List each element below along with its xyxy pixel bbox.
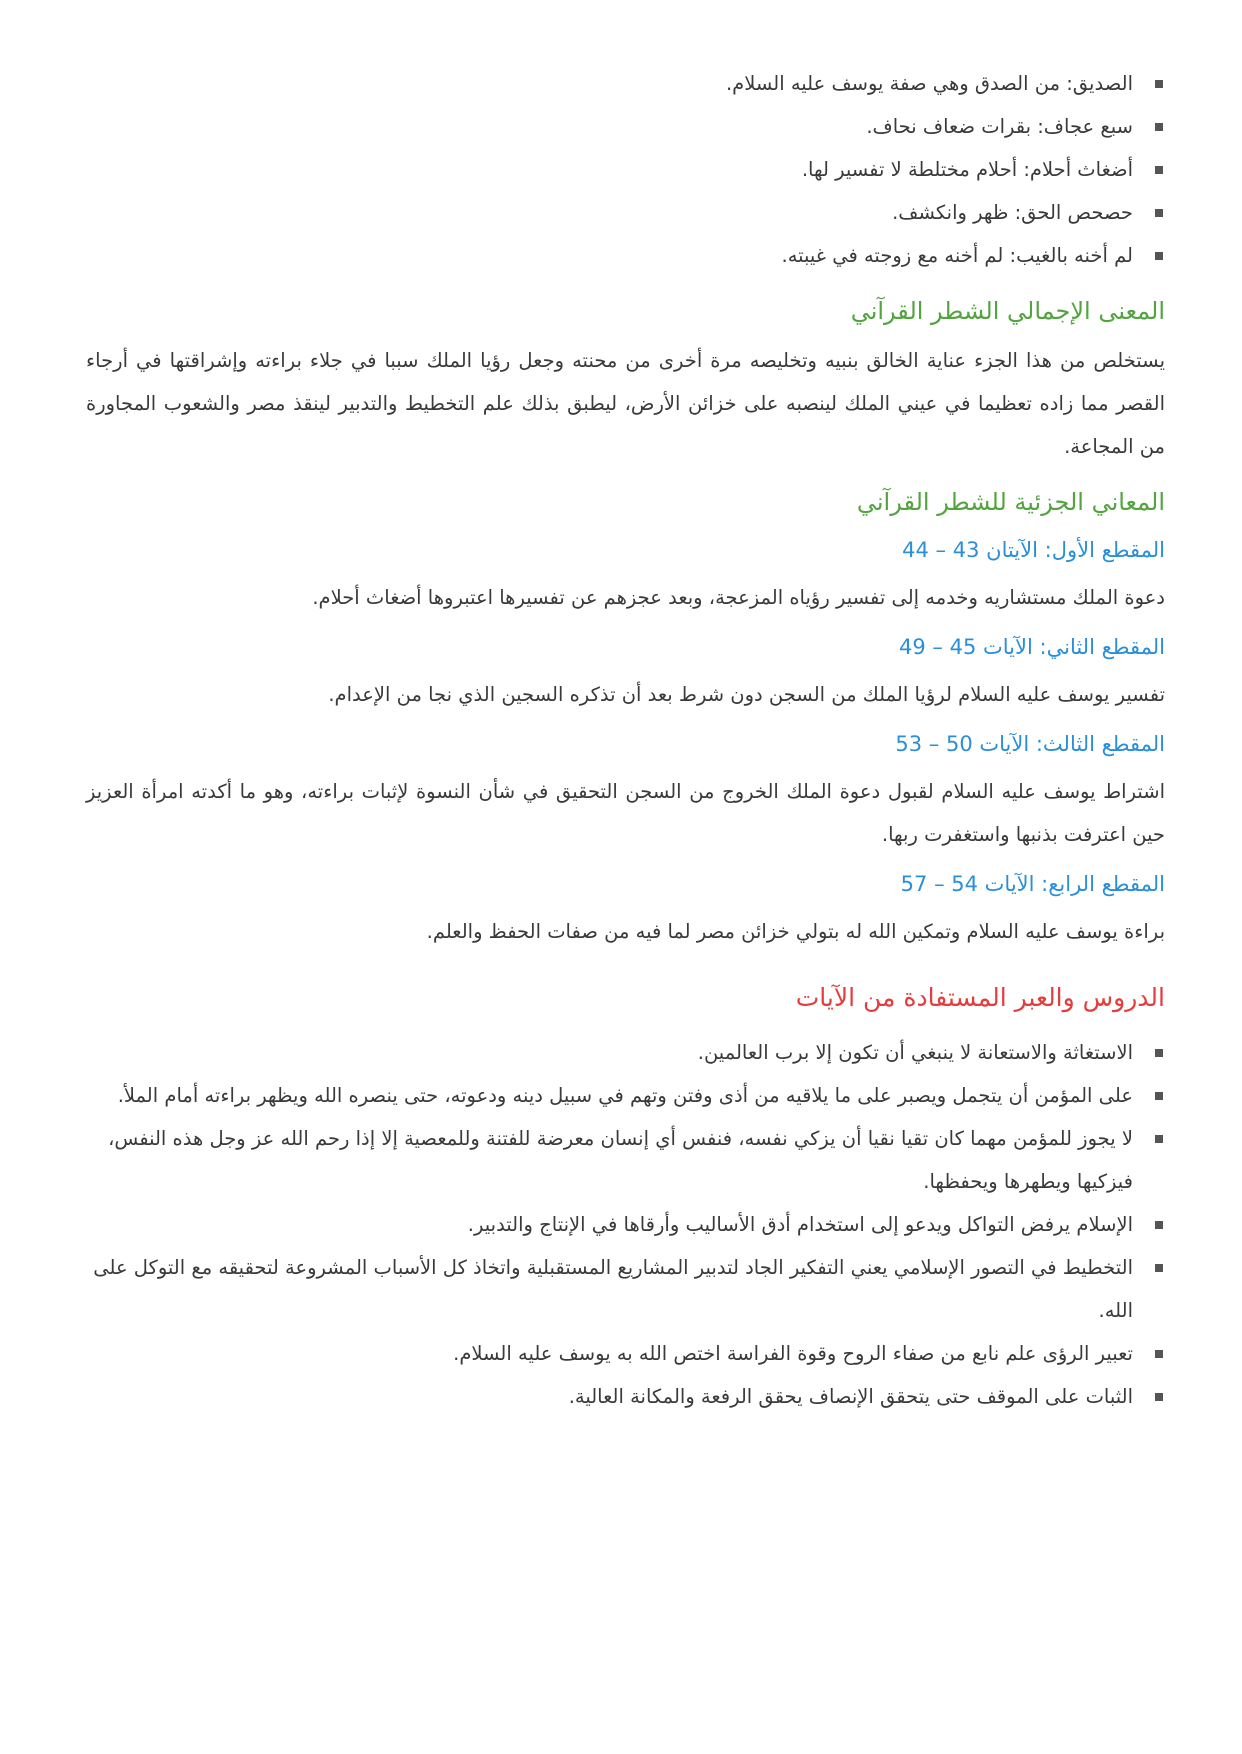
segment-3-title: المقطع الثالث: الآيات 50 – 53 <box>895 732 1165 756</box>
general-meaning-heading: المعنى الإجمالي الشطر القرآني <box>850 297 1165 325</box>
lesson-item: التخطيط في التصور الإسلامي يعني التفكير الجاد لتدبير المشاريع المستقبلية واتخاذ كل الأسباب المشروعة لتحقيقه مع التوكل على الله. <box>86 1246 1165 1332</box>
lesson-item: الإسلام يرفض التواكل ويدعو إلى استخدام أدق الأساليب وأرقاها في الإنتاج والتدبير. <box>86 1203 1165 1246</box>
lesson-item: الاستغاثة والاستعانة لا ينبغي أن تكون إلا برب العالمين. <box>86 1031 1165 1074</box>
segment-4-text: براءة يوسف عليه السلام وتمكين الله له بتولي خزائن مصر لما فيه من صفات الحفظ والعلم. <box>426 920 1165 943</box>
list-item: الصديق: من الصدق وهي صفة يوسف عليه السلام. <box>86 62 1165 105</box>
lesson-item: على المؤمن أن يتجمل ويصبر على ما يلاقيه من أذى وفتن وتهم في سبيل دينه ودعوته، حتى ينصره الله ويظهر براءته أمام الملأ. <box>86 1074 1165 1117</box>
list-item: لم أخنه بالغيب: لم أخنه مع زوجته في غيبته. <box>86 234 1165 277</box>
lesson-item: الثبات على الموقف حتى يتحقق الإنصاف يحقق الرفعة والمكانة العالية. <box>86 1375 1165 1418</box>
segment-4-title: المقطع الرابع: الآيات 54 – 57 <box>900 872 1165 896</box>
list-item: أضغاث أحلام: أحلام مختلطة لا تفسير لها. <box>86 148 1165 191</box>
lesson-item: تعبير الرؤى علم نابع من صفاء الروح وقوة الفراسة اختص الله به يوسف عليه السلام. <box>86 1332 1165 1375</box>
vocabulary-list <box>86 62 1165 277</box>
lessons-heading: الدروس والعبر المستفادة من الآيات <box>795 983 1165 1012</box>
general-meaning-text: يستخلص من هذا الجزء عناية الخالق بنبيه وتخليصه مرة أخرى من محنته وجعل رؤيا الملك سببا في جلاء براءته وإشراقتها في أرجاء القصر مما زاده تعظيما في عيني الملك لينصبه على خزائن الأرض، ليطبق بذلك علم التخطيط والتدبير لينقذ مصر والشعوب المجاورة من المجاعة. <box>86 349 1165 458</box>
segment-1-title: المقطع الأول: الآيتان 43 – 44 <box>902 538 1165 562</box>
lessons-list <box>86 1031 1165 1418</box>
list-item: سبع عجاف: بقرات ضعاف نحاف. <box>86 105 1165 148</box>
partial-meanings-heading: المعاني الجزئية للشطر القرآني <box>856 488 1165 516</box>
list-item: حصحص الحق: ظهر وانكشف. <box>86 191 1165 234</box>
segment-3-text: اشتراط يوسف عليه السلام لقبول دعوة الملك الخروج من السجن التحقيق في شأن النسوة لإثبات براءته، وهو ما أكدته امرأة العزيز حين اعترفت بذنبها واستغفرت ربها. <box>86 780 1165 846</box>
segment-2-text: تفسير يوسف عليه السلام لرؤيا الملك من السجن دون شرط بعد أن تذكره السجين الذي نجا من الإعدام. <box>328 683 1165 706</box>
lesson-item: لا يجوز للمؤمن مهما كان تقيا نقيا أن يزكي نفسه، فنفس أي إنسان معرضة للفتنة وللمعصية إلا إذا رحم الله عز وجل هذه النفس، فيزكيها ويطهرها ويحفظها. <box>86 1117 1165 1203</box>
segment-2-title: المقطع الثاني: الآيات 45 – 49 <box>899 635 1165 659</box>
segment-1-text: دعوة الملك مستشاريه وخدمه إلى تفسير رؤياه المزعجة، وبعد عجزهم عن تفسيرها اعتبروها أضغاث أحلام. <box>312 586 1165 609</box>
